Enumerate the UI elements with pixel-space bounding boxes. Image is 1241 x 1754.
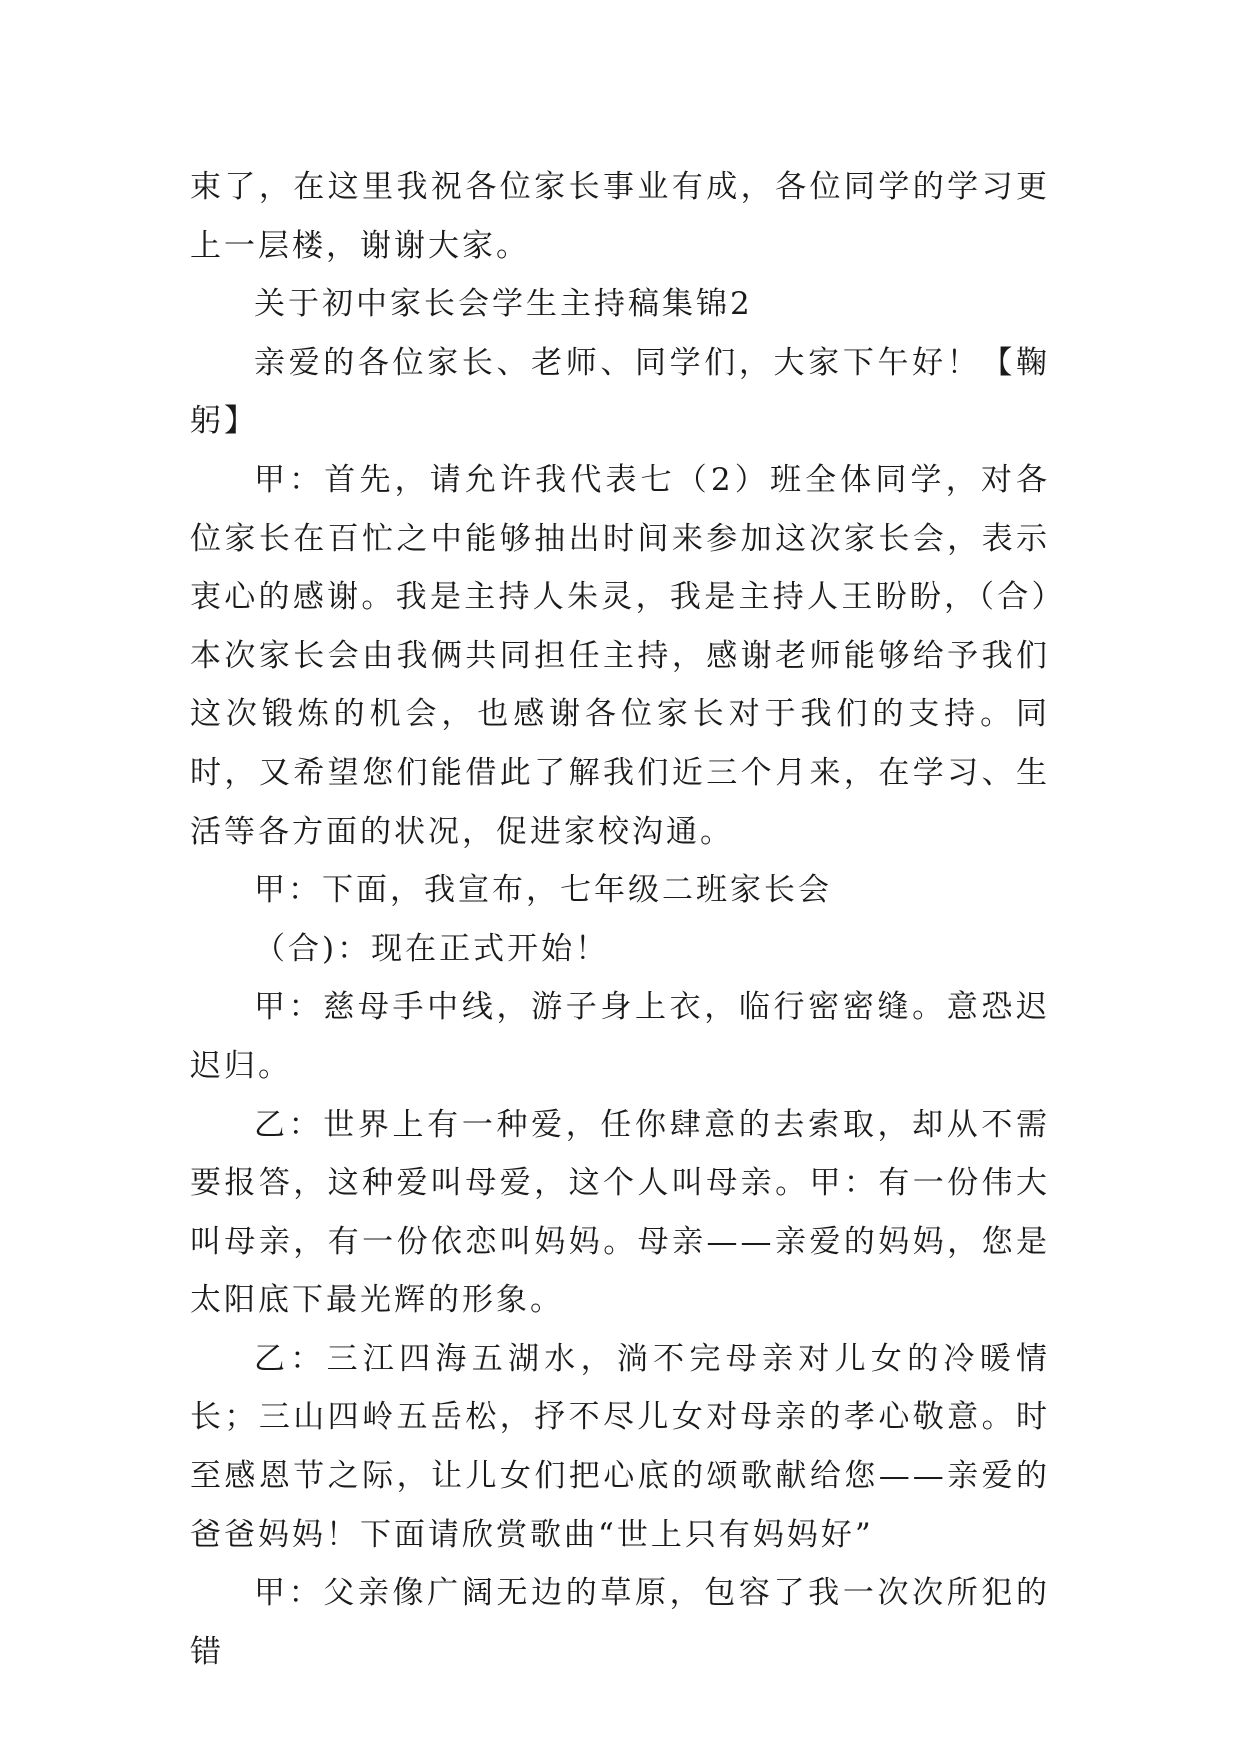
section-heading: 关于初中家长会学生主持稿集锦2 [254,286,753,323]
paragraph-host-a-father: 甲：父亲像广阔无边的草原，包容了我一次次所犯的错 [190,1575,1050,1670]
paragraph-host-a-announce: 甲：下面，我宣布，七年级二班家长会 [254,872,832,909]
paragraph-closing-continuation: 束了，在这里我祝各位家长事业有成，各位同学的学习更上一层楼，谢谢大家。 [190,169,1050,264]
paragraph-greeting: 亲爱的各位家长、老师、同学们，大家下午好！【鞠躬】 [190,344,1050,440]
document-body [190,158,1050,1681]
paragraph-host-b-mother-love: 乙：世界上有一种爱，任你肆意的去索取，却从不需要报答，这种爱叫母爱，这个人叫母亲。甲：有一份伟大叫母亲，有一份依恋叫妈妈。母亲——亲爱的妈妈，您是太阳底下最光辉的形象。 [190,1106,1050,1319]
paragraph-together-start: （合)：现在正式开始！ [254,930,610,967]
paragraph-host-b-song-intro: 乙：三江四海五湖水，淌不完母亲对儿女的冷暖情长；三山四岭五岳松，抒不尽儿女对母亲的孝心敬意。时至感恩节之际，让儿女们把心底的颂歌献给您——亲爱的爸爸妈妈！下面请欣赏歌曲“世上只有妈妈好” [190,1340,1050,1553]
paragraph-host-a-opening: 甲：首先，请允许我代表七（2）班全体同学，对各位家长在百忙之中能够抽出时间来参加这次家长会，表示衷心的感谢。我是主持人朱灵，我是主持人王盼盼，（合）本次家长会由我俩共同担任主持，感谢老师能够给予我们这次锻炼的机会，也感谢各位家长对于我们的支持。同时，又希望您们能借此了解我们近三个月来，在学习、生活等各方面的状况，促进家校沟通。 [190,461,1050,850]
paragraph-host-a-poem: 甲：慈母手中线，游子身上衣，临行密密缝。意恐迟迟归。 [190,989,1050,1084]
